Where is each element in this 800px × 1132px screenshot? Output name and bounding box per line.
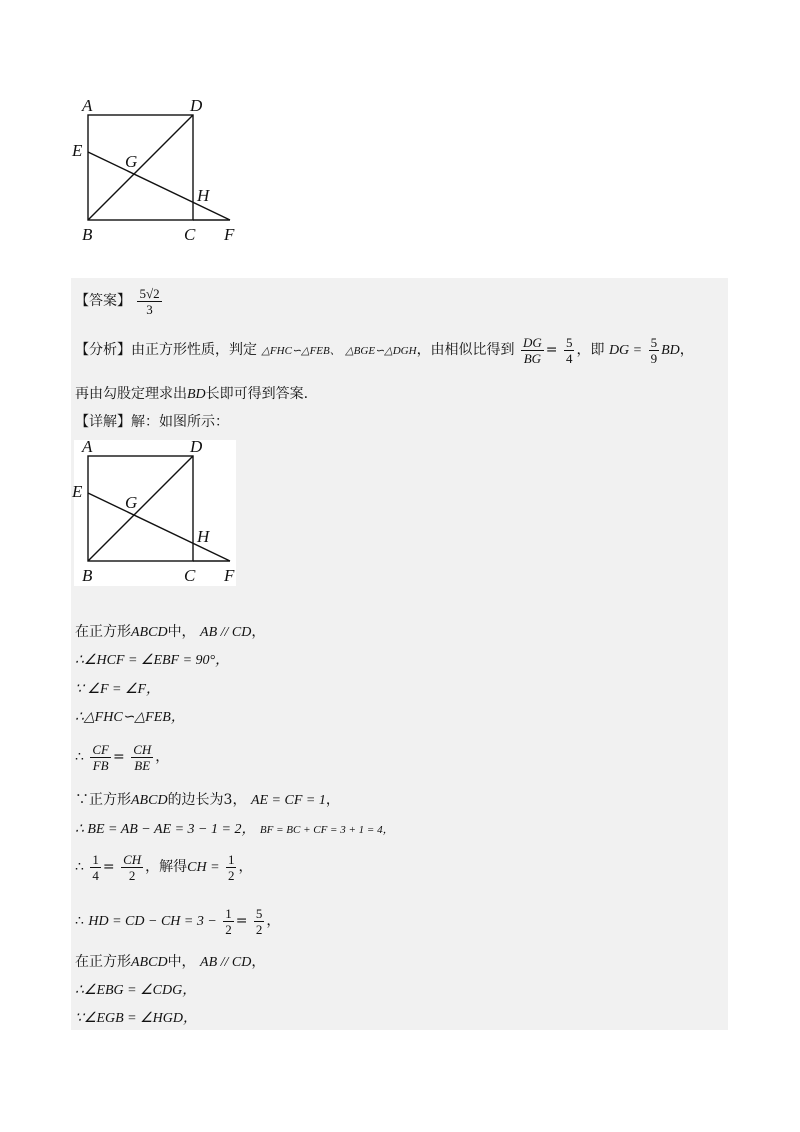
detail-line: 【详解】解：如图所示： [75,414,229,430]
label-H: H [197,527,210,546]
analysis-label: 【分析】 [75,342,131,358]
label-H: H [197,186,210,205]
ratio-dg-bg: $\frac{DG}{BG}$ [523,334,542,366]
step-6: ∵正方形ABCD的边长为3， AE = CF = 1， [75,792,340,808]
analysis-line-1: 【分析】由正方形性质，判定 △FHC∽△FEB、 △BGE∽△DGH，由相似比得到 $\frac{DG}{BG}$ = $\frac{5}{4}$ ，即 DG = $\frac{5}{9}$ BD， [75,334,694,366]
label-E: E [72,141,83,160]
answer-fraction: $\frac{5√2}{3}$ [139,285,160,317]
analysis-line-2: 再由勾股定理求出BD长即可得到答案. [75,386,309,402]
label-F: F [224,225,235,244]
label-B: B [82,566,93,585]
label-E: E [72,482,83,501]
answer-line [75,284,164,318]
label-A: A [82,96,93,115]
step-12: ∵∠EGB = ∠HGD， [75,1011,198,1026]
label-C: C [184,566,196,585]
step-11: ∴∠EBG = ∠CDG， [75,983,197,998]
step-4: ∴△FHC∽△FEB， [75,710,185,725]
step-10: 在正方形ABCD中， AB // CD， [75,954,266,970]
label-B: B [82,225,93,244]
detail-label: 【详解】 [75,414,131,430]
label-D: D [190,437,203,456]
step-1: 在正方形ABCD中， AB // CD， [75,624,266,640]
step-5: ∴ $\frac{CF}{FB}$ = $\frac{CH}{BE}$ ， [75,741,170,773]
label-A: A [82,437,93,456]
step-8: ∴ $\frac{1}{4}$ = $\frac{CH}{2}$ ，解得CH = $\frac{1}{2}$ ， [75,851,253,883]
label-G: G [125,152,138,171]
step-9: ∴ HD = CD − CH = 3 − $\frac{1}{2}$ = $\frac{5}{2}$ ， [75,905,281,937]
step-2: ∴∠HCF = ∠EBF = 90°， [75,653,230,668]
label-C: C [184,225,196,244]
geometry-figure-top [66,95,246,245]
label-D: D [190,96,203,115]
answer-label: 【答案】 [75,293,131,309]
step-7: ∴ BE = AB − AE = 3 − 1 = 2， BF = BC + CF = 3 + 1 = 4， [75,822,394,837]
label-G: G [125,493,138,512]
label-F: F [224,566,235,585]
geometry-figure-detail [66,436,246,586]
step-3: ∵ ∠F = ∠F， [75,682,161,697]
